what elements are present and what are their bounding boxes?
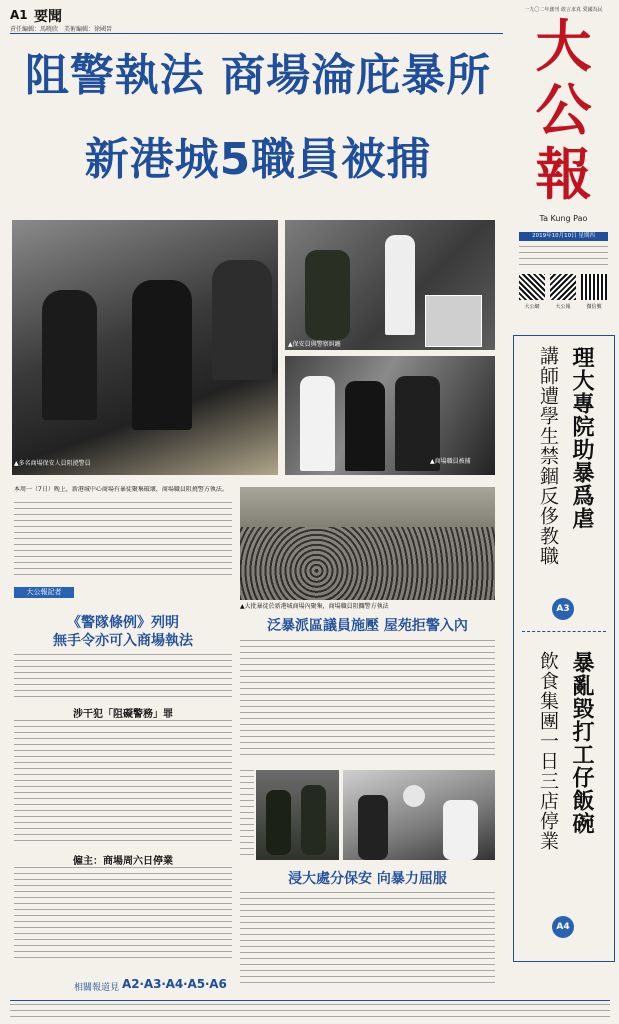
- masthead-char-1: 大: [535, 14, 592, 80]
- masthead-char-3: 報: [535, 142, 592, 208]
- caption-right-top-photo: ▲保安員與警察糾纏: [288, 341, 341, 348]
- photo-mall-crowd: [240, 487, 495, 600]
- sidebar-headline-1a: 理大專院助暴爲虐: [569, 346, 594, 530]
- masthead-date-bar: 2019年10月10日 星期四: [519, 232, 608, 241]
- photo-baptist-university: [343, 770, 495, 860]
- photo-scuffle: [285, 220, 495, 350]
- qr-code-1: [519, 274, 545, 300]
- qr-code-3: [581, 274, 607, 300]
- sidebar-headline-2b: 飲食集團一日三店停業: [537, 651, 559, 851]
- masthead-fineprint: [519, 246, 608, 268]
- story2-body: [240, 640, 495, 760]
- story1-body-1: [14, 654, 232, 702]
- headline-line-2: 新港城5職員被捕: [84, 134, 432, 185]
- caption-left-photo: ▲多名商場保安人員阻撓警員: [14, 460, 91, 467]
- header-credits: 責任編輯：馬曉欣 美術編輯：徐國晉: [10, 26, 113, 33]
- lead-body: [14, 502, 232, 580]
- masthead-char-2: 公: [535, 78, 592, 144]
- qr-label-2: 大公報: [555, 304, 571, 310]
- caption-right-bottom-photo: ▲商場職員被捕: [430, 458, 471, 465]
- lead-text-first-line: 本周一（7日）晚上，新港城中心商場有暴徒聚集破壞，商場職員阻撓警方執法。: [14, 486, 228, 493]
- qr-label-1: 大公網: [524, 304, 540, 310]
- sidebar-box: [513, 335, 615, 962]
- bottom-rule: [10, 1000, 610, 1001]
- masthead-roman: Ta Kung Pao: [539, 214, 588, 223]
- masthead-tagline: 一九〇二年創刊 敢言求真 愛國為民: [524, 7, 603, 13]
- qr-label-3: 微信號: [586, 304, 602, 310]
- section-label: 要聞: [34, 9, 62, 25]
- story1-body-3: [14, 867, 232, 963]
- story3-body: [240, 892, 495, 986]
- sidebar-badge-a4: A4: [552, 916, 574, 938]
- story1-title-line1: 《警隊條例》列明: [67, 615, 179, 631]
- qr-code-2: [550, 274, 576, 300]
- photo-police-line: [256, 770, 339, 860]
- bottom-fineprint: [10, 1004, 610, 1018]
- photo-security-guards: [12, 220, 278, 475]
- reporter-tag: 大公報記者: [14, 587, 74, 598]
- page-label: A1: [10, 8, 28, 22]
- sidebar-headline-2a: 暴亂毀打工仔飯碗: [569, 651, 594, 835]
- story3-title: 浸大處分保安 向暴力屈服: [288, 871, 447, 887]
- story1-body-2: [14, 720, 232, 846]
- story1-subhead-1: 涉干犯「阻礙警務」罪: [73, 709, 173, 720]
- story1-title-line2: 無手令亦可入商場執法: [53, 633, 193, 649]
- story1-subhead-2: 僱主：商場周六日停業: [73, 856, 173, 867]
- sidebar-headline-1b: 講師遭學生禁錮反侈教職: [537, 346, 559, 566]
- related-pages: A2‧A3‧A4‧A5‧A6: [122, 977, 227, 991]
- header-rule: [10, 33, 503, 34]
- sidebar-divider: [522, 631, 606, 633]
- sidebar-badge-a3: A3: [552, 598, 574, 620]
- caption-crowd-photo: ▲大批暴徒於新港城商場內聚集，商場職員阻攔警方執法: [240, 603, 389, 610]
- story3-side-caption: [240, 770, 254, 860]
- story2-title: 泛暴派區議員施壓 屋苑拒警入內: [267, 618, 468, 634]
- related-label: 相關報道見: [74, 983, 120, 993]
- headline-line-1: 阻警執法 商場淪庇暴所: [24, 50, 492, 101]
- masthead: [513, 2, 614, 317]
